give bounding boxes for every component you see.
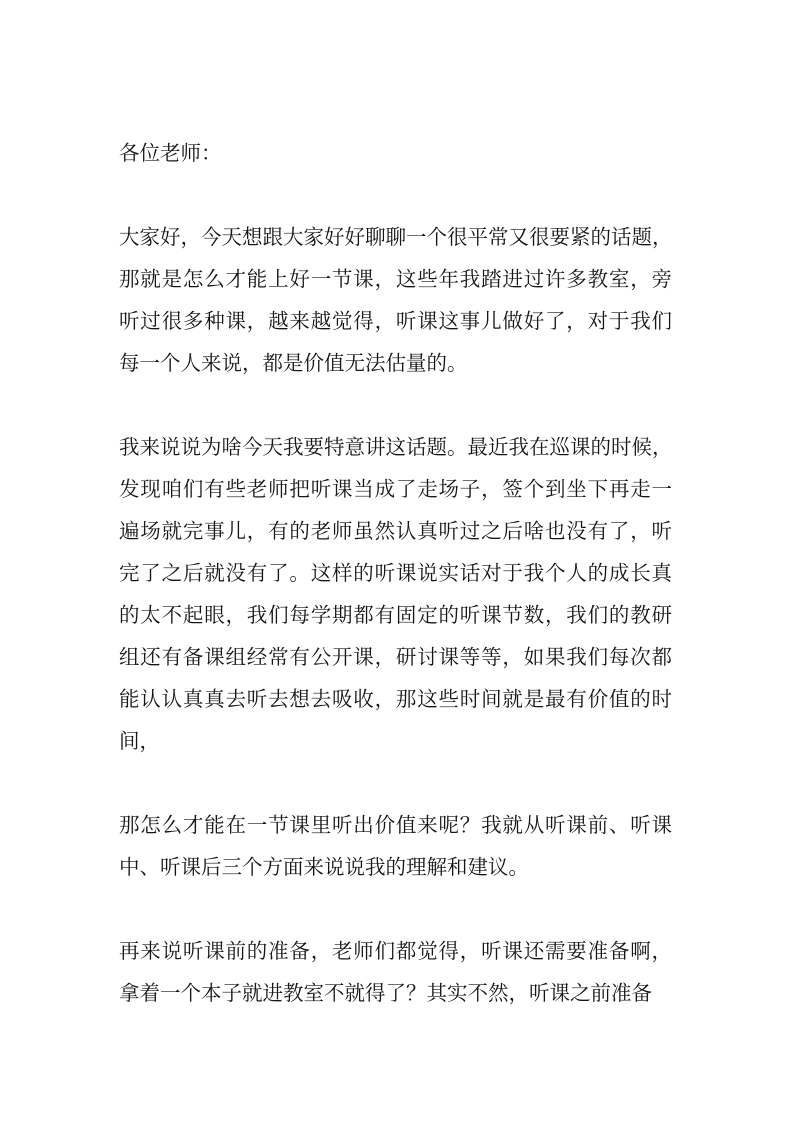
paragraph bbox=[119, 805, 672, 889]
paragraph bbox=[119, 217, 672, 385]
paragraph-list bbox=[119, 133, 672, 1015]
text-line: 各位老师： bbox=[119, 143, 222, 165]
text-line: 中、听课后三个方面来说说我的理解和建议。 bbox=[119, 857, 529, 879]
paragraph bbox=[119, 133, 672, 175]
text-line: 那就是怎么才能上好一节课，这些年我踏进过许多教室，旁 bbox=[119, 269, 672, 291]
text-line: 那怎么才能在一节课里听出价值来呢？我就从听课前、听课 bbox=[119, 815, 672, 837]
text-line: 我来说说为啥今天我要特意讲这话题。最近我在巡课的时候， bbox=[119, 437, 673, 459]
text-line: 的太不起眼，我们每学期都有固定的听课节数，我们的教研 bbox=[119, 605, 672, 627]
text-line: 拿着一个本子就进教室不就得了？其实不然，听课之前准备 bbox=[119, 983, 652, 1005]
text-line: 间， bbox=[119, 731, 160, 753]
text-line: 组还有备课组经常有公开课，研讨课等等，如果我们每次都 bbox=[119, 647, 672, 669]
text-line: 遍场就完事儿，有的老师虽然认真听过之后啥也没有了，听 bbox=[119, 521, 672, 543]
text-line: 完了之后就没有了。这样的听课说实话对于我个人的成长真 bbox=[119, 563, 672, 585]
paragraph bbox=[119, 931, 672, 1015]
text-line: 发现咱们有些老师把听课当成了走场子，签个到坐下再走一 bbox=[119, 479, 672, 501]
paragraph bbox=[119, 427, 672, 763]
document-content bbox=[119, 133, 672, 1057]
text-line: 听过很多种课，越来越觉得，听课这事儿做好了，对于我们 bbox=[119, 311, 672, 333]
text-line: 再来说听课前的准备，老师们都觉得，听课还需要准备啊， bbox=[119, 941, 672, 963]
text-line: 大家好，今天想跟大家好好聊聊一个很平常又很要紧的话题， bbox=[119, 227, 673, 249]
text-line: 能认认真真去听去想去吸收，那这些时间就是最有价值的时 bbox=[119, 689, 672, 711]
text-line: 每一个人来说，都是价值无法估量的。 bbox=[119, 353, 468, 375]
